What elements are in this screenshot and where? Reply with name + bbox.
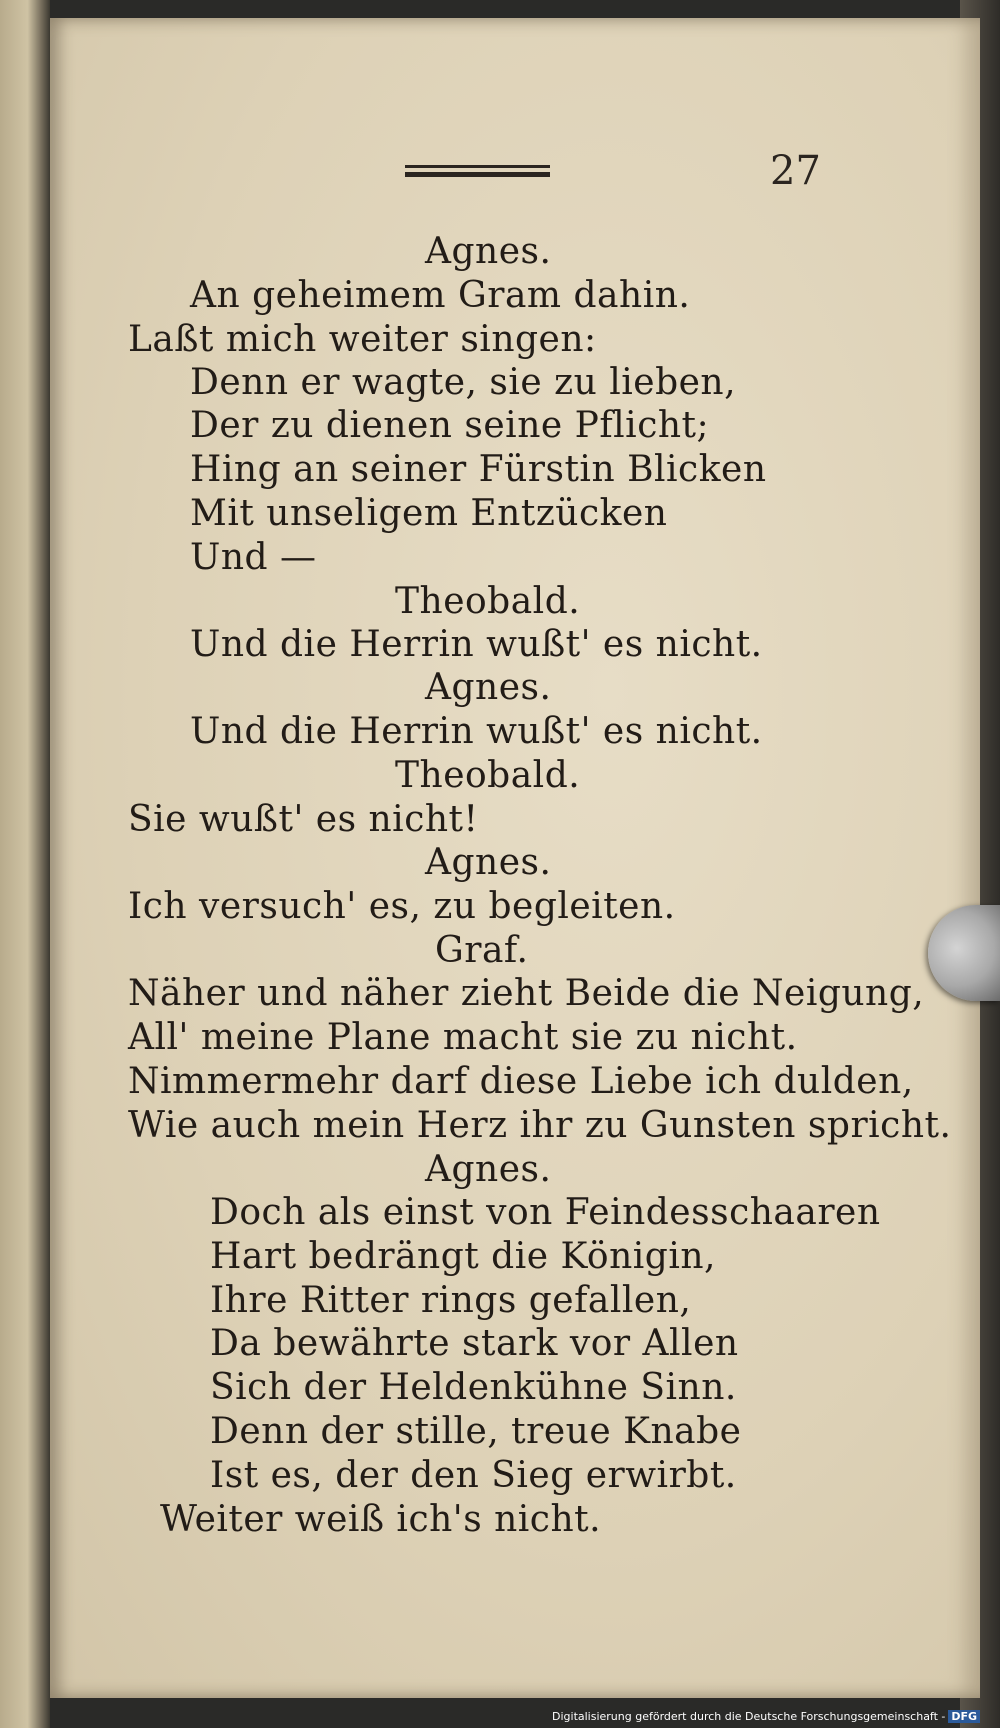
- verse-line: Sich der Heldenkühne Sinn.: [210, 1367, 737, 1408]
- verse-line: Mit unseligem Entzücken: [190, 493, 668, 534]
- speaker-agnes: Agnes.: [425, 842, 552, 883]
- verse-line: Nimmermehr darf diese Liebe ich dulden,: [128, 1061, 914, 1102]
- book-gutter-left: [0, 0, 50, 1728]
- verse-line: Laßt mich weiter singen:: [128, 319, 597, 360]
- verse-line: Ich versuch' es, zu begleiten.: [128, 886, 676, 927]
- credit-text: Digitalisierung gefördert durch die Deutsche Forschungsgemeinschaft -: [552, 1710, 946, 1723]
- speaker-agnes: Agnes.: [425, 1149, 552, 1190]
- verse-line: An geheimem Gram dahin.: [190, 275, 691, 316]
- verse-line: All' meine Plane macht sie zu nicht.: [128, 1017, 798, 1058]
- verse-line: Sie wußt' es nicht!: [128, 799, 479, 840]
- verse-line: Doch als einst von Feindesschaaren: [210, 1192, 881, 1233]
- verse-line: Weiter weiß ich's nicht.: [160, 1499, 602, 1540]
- speaker-theobald: Theobald.: [395, 581, 581, 622]
- page-number: 27: [770, 148, 821, 194]
- header-rule: [405, 165, 550, 179]
- verse-line: Der zu dienen seine Pflicht;: [190, 405, 710, 446]
- verse-line: Und die Herrin wußt' es nicht.: [190, 711, 763, 752]
- digitization-credit: [552, 1710, 980, 1723]
- verse-line: Ihre Ritter rings gefallen,: [210, 1280, 692, 1321]
- speaker-graf: Graf.: [435, 930, 529, 971]
- speaker-agnes: Agnes.: [425, 667, 552, 708]
- verse-line: Und —: [190, 537, 317, 578]
- verse-line: Ist es, der den Sieg erwirbt.: [210, 1455, 737, 1496]
- verse-line: Hing an seiner Fürstin Blicken: [190, 449, 767, 490]
- speaker-theobald: Theobald.: [395, 755, 581, 796]
- dfg-logo: DFG: [948, 1710, 980, 1723]
- speaker-agnes: Agnes.: [425, 231, 552, 272]
- verse-line: Und die Herrin wußt' es nicht.: [190, 624, 763, 665]
- verse-line: Denn er wagte, sie zu lieben,: [190, 362, 737, 403]
- book-page: [50, 18, 980, 1698]
- verse-line: Wie auch mein Herz ihr zu Gunsten spricht.: [128, 1105, 952, 1146]
- verse-line: Hart bedrängt die Königin,: [210, 1236, 716, 1277]
- verse-line: Denn der stille, treue Knabe: [210, 1411, 742, 1452]
- verse-line: Da bewährte stark vor Allen: [210, 1323, 739, 1364]
- verse-line: Näher und näher zieht Beide die Neigung,: [128, 973, 925, 1014]
